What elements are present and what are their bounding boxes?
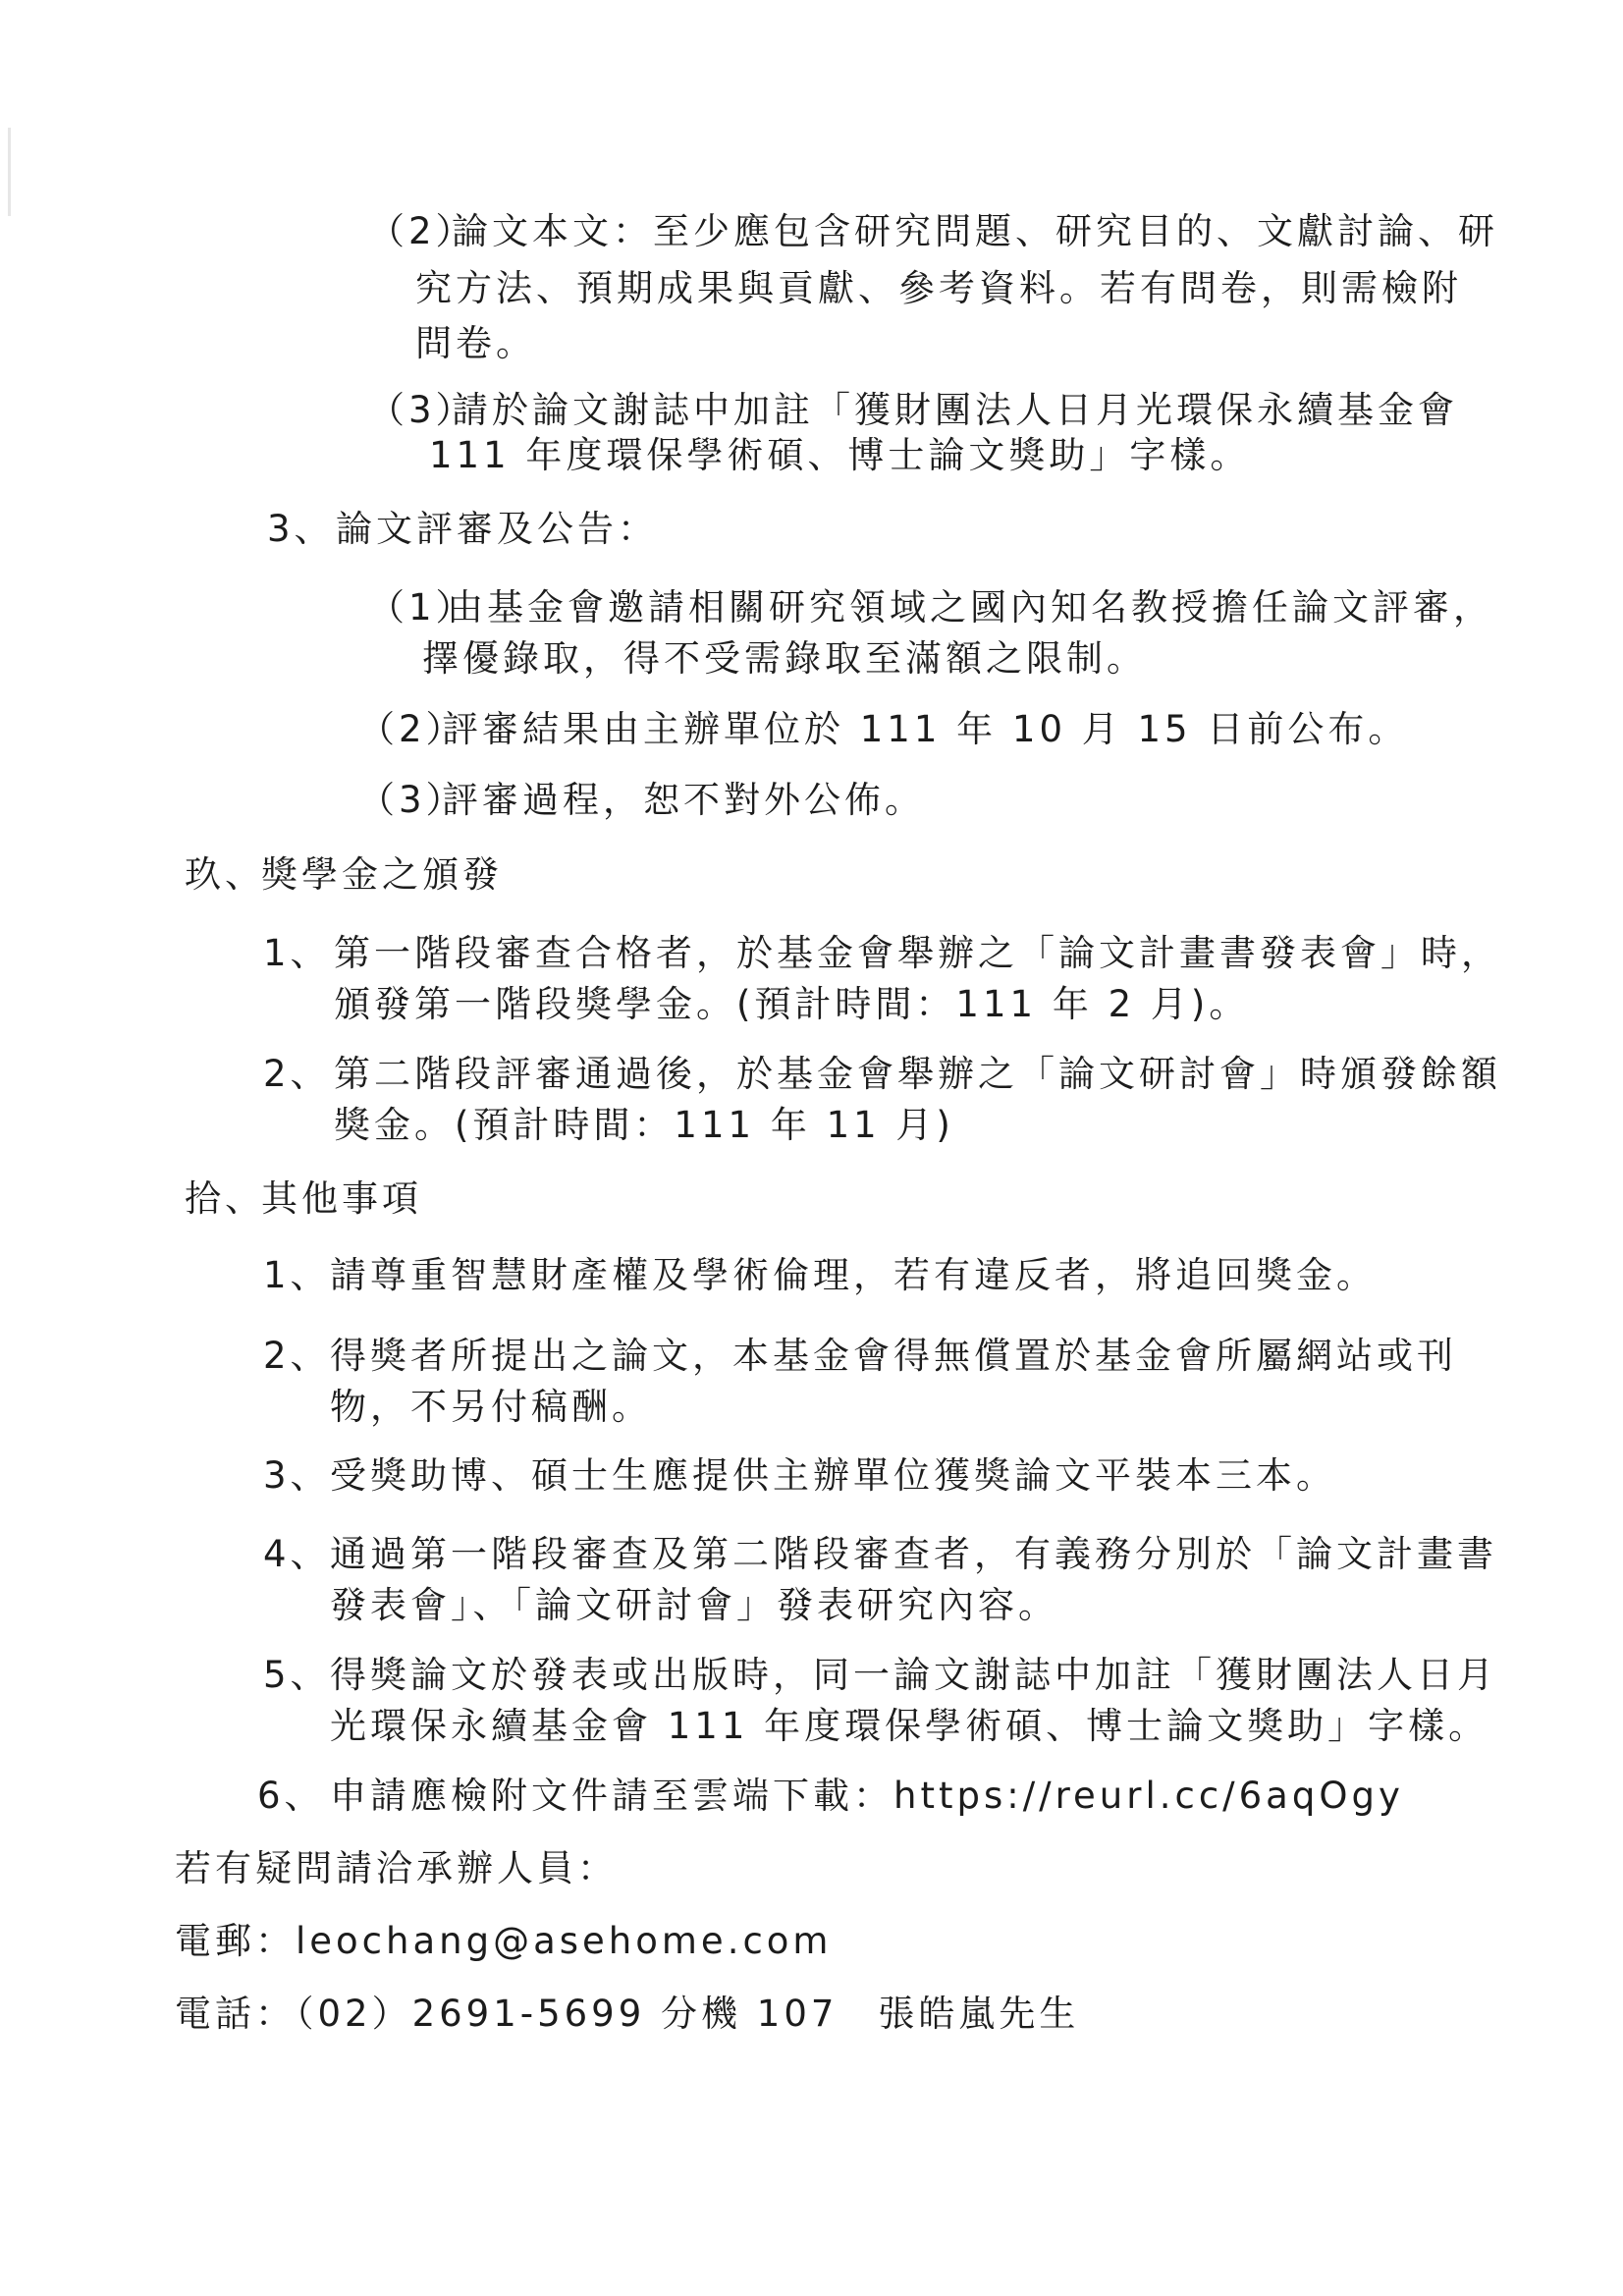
item-marker: 2、: [263, 1053, 331, 1095]
contact-email-text[interactable]: 電郵：leochang@asehome.com: [175, 1920, 833, 1962]
item-text-line: 頒發第一階段獎學金。(預計時間：111 年 2 月)。: [334, 983, 1250, 1025]
item-text-line: 第二階段評審通過後，於基金會舉辦之「論文研討會」時頒發餘額: [334, 1053, 1501, 1095]
item-text-line: 得獎者所提出之論文，本基金會得無償置於基金會所屬網站或刊: [330, 1335, 1457, 1377]
scan-edge-mark: [8, 128, 11, 216]
item-text-line: 得獎論文於發表或出版時，同一論文謝誌中加註「獲財團法人日月: [330, 1654, 1497, 1696]
item-marker: （2）: [358, 708, 466, 750]
contact-intro-text: 若有疑問請洽承辦人員：: [175, 1847, 618, 1889]
item-marker: 3、: [267, 508, 335, 550]
item-text-line: 111 年度環保學術碩、博士論文獎助」字樣。: [429, 434, 1251, 476]
contact-phone-text: 電話：（02）2691-5699 分機 107 張皓嵐先生: [175, 1993, 1080, 2035]
item-text-line: 評審過程，恕不對外公佈。: [442, 779, 925, 821]
item-text-line: 光環保永續基金會 111 年度環保學術碩、博士論文獎助」字樣。: [330, 1705, 1489, 1747]
item-text-line: 問卷。: [415, 322, 536, 364]
section-title: 其他事項: [261, 1177, 422, 1220]
item-marker: 1、: [263, 932, 331, 974]
item-marker: 1、: [263, 1254, 331, 1296]
item-text-line: 由基金會邀請相關研究領域之國內知名教授擔任論文評審，: [447, 586, 1493, 629]
item-text-line: 請於論文謝誌中加註「獲財團法人日月光環保永續基金會: [452, 389, 1458, 431]
item-text-line: 通過第一階段審查及第二階段審查者，有義務分別於「論文計畫書: [330, 1533, 1497, 1575]
item-marker: 2、: [263, 1335, 331, 1377]
item-marker: 3、: [263, 1454, 331, 1497]
item-text-line: 發表會」、「論文研討會」發表研究內容。: [330, 1584, 1058, 1626]
section-marker: 玖、: [185, 853, 265, 896]
item-text-line: 獎金。(預計時間：111 年 11 月): [334, 1104, 954, 1146]
item-text-line: 受獎助博、碩士生應提供主辦單位獲獎論文平裝本三本。: [330, 1454, 1336, 1497]
item-text-line: 請尊重智慧財產權及學術倫理，若有違反者，將追回獎金。: [330, 1254, 1377, 1296]
item-text-line: 論文本文：至少應包含研究問題、研究目的、文獻討論、研: [452, 210, 1498, 252]
section-title: 獎學金之頒發: [261, 853, 503, 896]
item-text-line: 擇優錄取，得不受需錄取至滿額之限制。: [422, 637, 1147, 680]
item-text-line: 物，不另付稿酬。: [330, 1386, 652, 1428]
item-marker: 5、: [263, 1654, 331, 1696]
item-marker: 4、: [263, 1533, 331, 1575]
item-text-line: 評審結果由主辦單位於 111 年 10 月 15 日前公布。: [442, 708, 1409, 750]
item-marker: （2）: [368, 210, 476, 252]
item-marker: （3）: [368, 389, 476, 431]
download-link-line[interactable]: 申請應檢附文件請至雲端下載：https://reurl.cc/6aqOgy: [330, 1775, 1404, 1817]
section-marker: 拾、: [185, 1177, 265, 1220]
item-marker: （1）: [368, 586, 476, 629]
item-text-line: 論文評審及公告：: [336, 508, 658, 550]
item-text-line: 第一階段審查合格者，於基金會舉辦之「論文計畫書發表會」時，: [334, 932, 1501, 974]
item-marker: 6、: [257, 1775, 325, 1817]
item-text-line: 究方法、預期成果與貢獻、參考資料。若有問卷，則需檢附: [415, 267, 1462, 309]
item-marker: （3）: [358, 779, 466, 821]
